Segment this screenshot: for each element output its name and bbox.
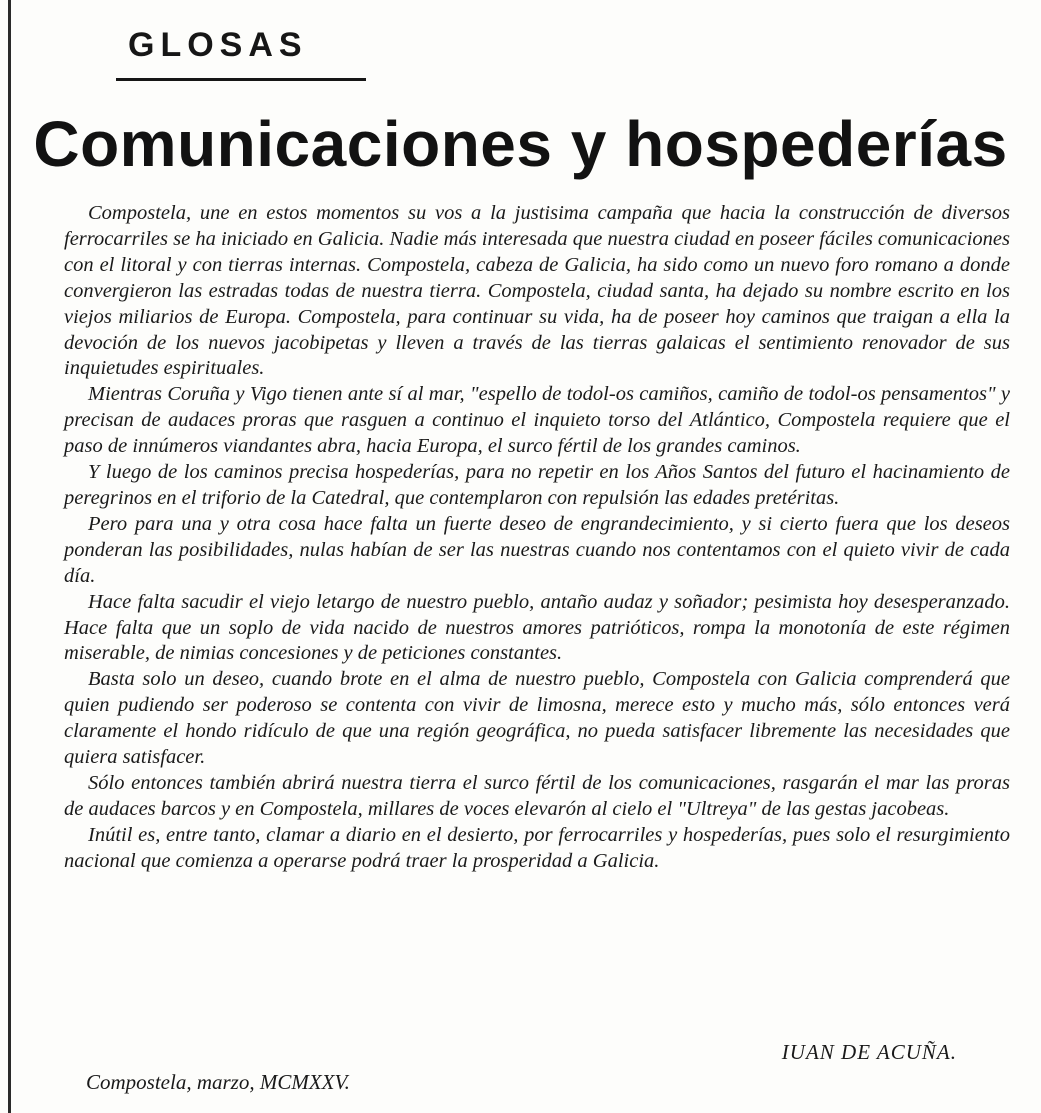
article-paragraph: Sólo entonces también abrirá nuestra tierra el surco fértil de los comunicaciones, rasgarán el mar las proras de audaces barcos y en Compostela, millares de voces elevarón al cielo el "Ultreya" de las gestas jacobeas. xyxy=(64,771,1010,820)
article-paragraph: Inútil es, entre tanto, clamar a diario en el desierto, por ferrocarriles y hospederías, pues solo el resurgimiento nacional que comienza a operarse podrá traer la prosperidad a Galicia. xyxy=(64,823,1010,872)
dateline: Compostela, marzo, MCMXXV. xyxy=(86,1070,350,1094)
section-label: GLOSAS xyxy=(128,26,308,64)
article-paragraph: Pero para una y otra cosa hace falta un fuerte deseo de engrandecimiento, y si cierto fuera que los deseos ponderan las posibilidades, nulas habían de ser las nuestras cuando nos contentamos con el quieto vivir de cada día. xyxy=(64,512,1010,587)
article-headline: Comunicaciones y hospederías xyxy=(33,108,1008,180)
article-paragraph: Compostela, une en estos momentos su vos a la justisima campaña que hacia la construcción de diversos ferrocarriles se ha iniciado en Galicia. Nadie más interesada que nuestra ciudad en poseer fáciles comunicaciones con el litoral y con tierras internas. Compostela, cabeza de Galicia, ha sido como un nuevo foro romano a donde convergieron las estradas todas de nuestra tierra. Compostela, ciudad santa, ha dejado su nombre escrito en los viejos miliarios de Europa. Compostela, para continuar su vida, ha de poseer hoy caminos que traigan a ella la devoción de los nuevos jacobipetas y lleven a través de las tierras galaicas el sentimiento renovador de sus inquietudes espirituales. xyxy=(64,202,1010,380)
author-signature: IUAN DE ACUÑA. xyxy=(781,1040,957,1064)
article-paragraph: Hace falta sacudir el viejo letargo de nuestro pueblo, antaño audaz y soñador; pesimista hoy desesperanzado. Hace falta que un soplo de vida nacido de nuestros amores patrióticos, rompa la monotonía de este régimen miserable, de nimias concesiones y de peticiones constantes. xyxy=(64,590,1010,665)
article-paragraph: Basta solo un deseo, cuando brote en el alma de nuestro pueblo, Compostela con Galicia comprenderá que quien pudiendo ser poderoso se contenta con vivir de limosna, merece esto y mucho más, sólo entonces verá claramente el hondo ridículo de que una región geográfica, no pueda satisfacer libremente las necesidades que quiera satisfacer. xyxy=(64,668,1010,769)
article-body xyxy=(64,201,1010,875)
article-paragraph: Y luego de los caminos precisa hospederías, para no repetir en los Años Santos del futuro el hacinamiento de peregrinos en el triforio de la Catedral, que contemplaron con repulsión las edades pretéritas. xyxy=(64,461,1010,509)
article-paragraph: Mientras Coruña y Vigo tienen ante sí al mar, "espello de todol-os camiños, camiño de todol-os pensamentos" y precisan de audaces proras que rasguen a continuo el inquieto torso del Atlántico, Compostela requiere que el paso de innúmeros viandantes abra, hacia Europa, el surco fértil de los grandes caminos. xyxy=(64,383,1010,458)
section-underline xyxy=(116,78,366,81)
